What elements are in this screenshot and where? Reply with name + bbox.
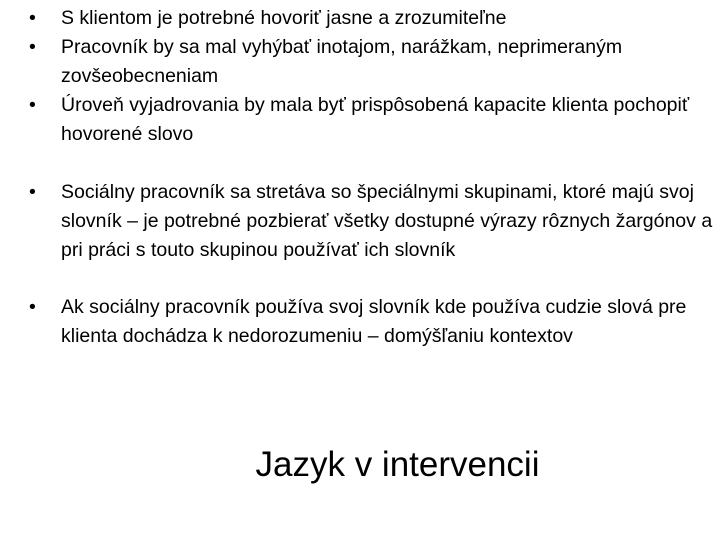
bullet-text: Sociálny pracovník sa stretáva so špeciálnymi skupinami, ktoré majú svoj slovník – je potrebné pozbierať všetky dostupné výrazy rôznych žargónov a pri práci s touto skupinou používať ich slovník	[61, 181, 713, 261]
bullet-item	[26, 33, 716, 91]
bullet-text: Pracovník by sa mal vyhýbať inotajom, narážkam, neprimeraným zovšeobecneniam	[61, 36, 623, 87]
slide-title: Jazyk v intervencii	[255, 445, 540, 484]
bullet-marker: •	[29, 296, 36, 318]
bullet-text: S klientom je potrebné hovoriť jasne a zrozumiteľne	[61, 7, 507, 29]
bullet-text: Úroveň vyjadrovania by mala byť prispôsobená kapacite klienta pochopiť hovorené slovo	[61, 94, 690, 145]
bullet-marker: •	[29, 36, 36, 58]
bullet-marker: •	[29, 94, 36, 116]
bullet-list	[26, 4, 716, 351]
bullet-marker: •	[29, 181, 36, 203]
bullet-item	[26, 91, 716, 149]
bullet-marker: •	[29, 7, 36, 29]
bullet-text: Ak sociálny pracovník používa svoj slovník kde používa cudzie slová pre klienta dochádza k nedorozumeniu – domýšľaniu kontextov	[61, 296, 687, 347]
bullet-item	[26, 293, 716, 351]
bullet-item	[26, 4, 716, 33]
bullet-item	[26, 178, 716, 265]
